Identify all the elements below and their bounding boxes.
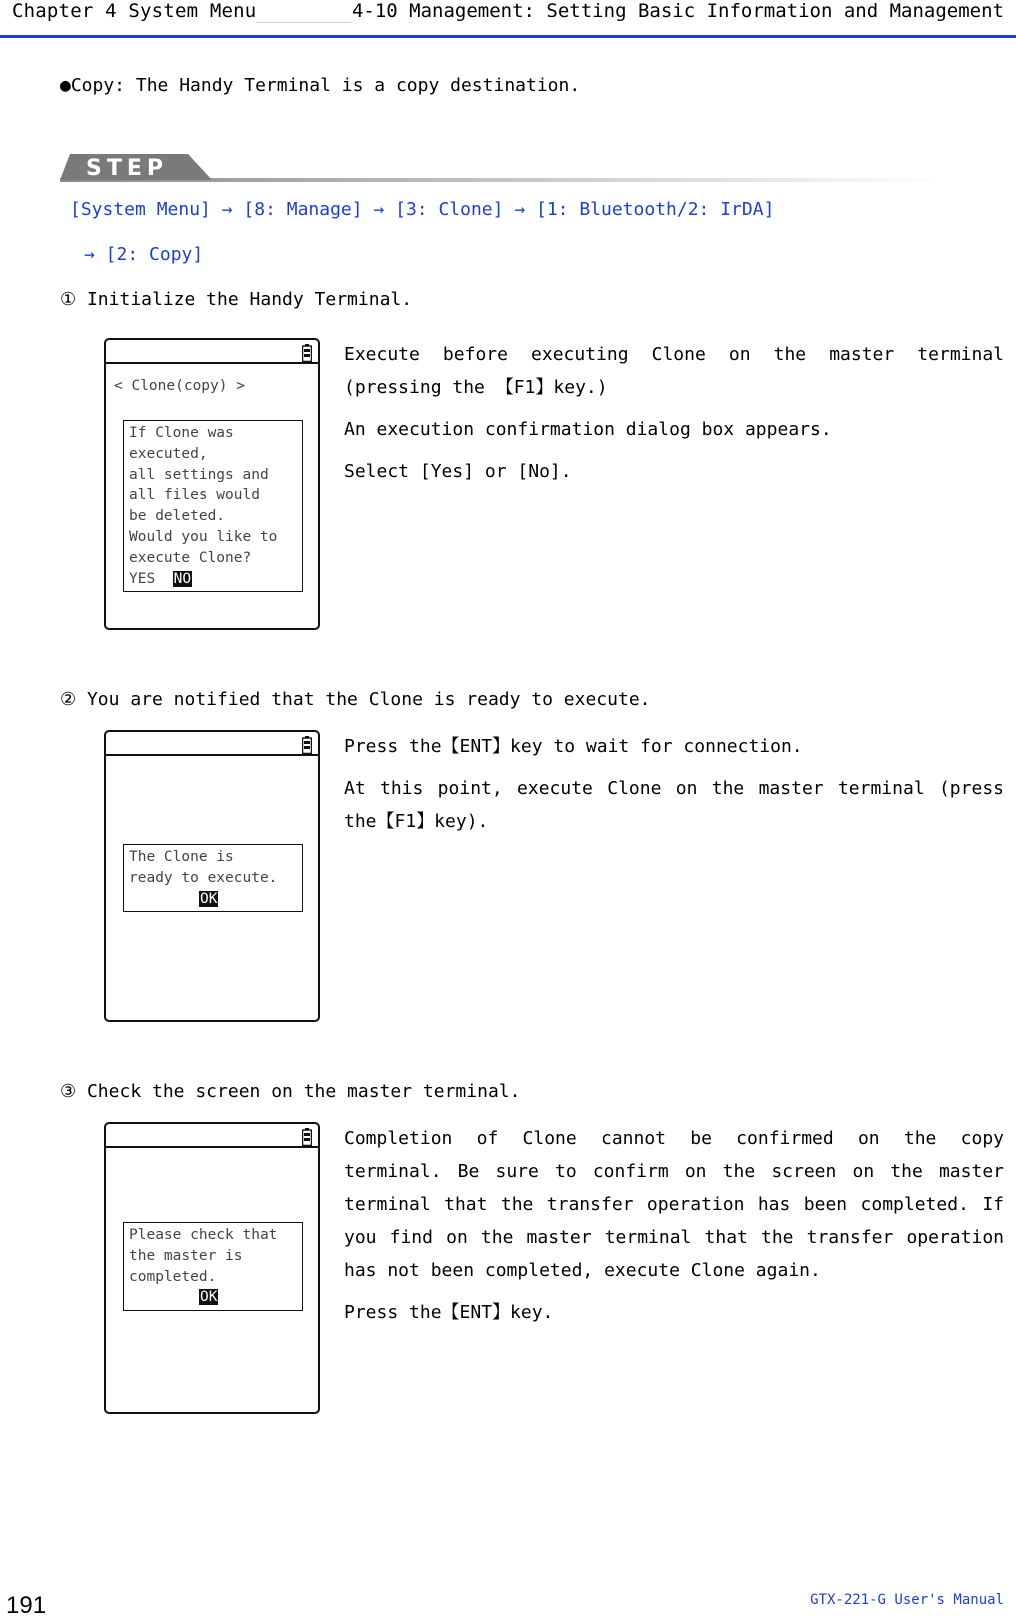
step-3-description: [344, 1122, 1004, 1338]
dialog-line: completed.: [129, 1268, 217, 1285]
dialog-line: The Clone is: [129, 849, 234, 865]
dialog-line: If Clone was: [129, 425, 234, 441]
menu-path-line-2: → [2: Copy]: [84, 244, 204, 265]
dialog-line: be deleted.: [129, 508, 226, 525]
battery-icon: [302, 344, 312, 362]
terminal-screen-3: [104, 1122, 320, 1414]
dialog-line: the master is: [129, 1247, 243, 1264]
header-divider: [256, 22, 351, 23]
desc-paragraph: Execute before executing Clone on the master terminal (pressing the 【F1】key.): [344, 344, 1004, 398]
status-bar-divider: [106, 754, 318, 756]
dialog-line: all settings and: [129, 466, 269, 483]
dialog-line: executed,: [129, 445, 208, 462]
desc-paragraph: Select [Yes] or [No].: [344, 461, 572, 482]
desc-paragraph: At this point, execute Clone on the master terminal (press the【F1】key).: [344, 778, 1004, 832]
menu-path-line-1: [System Menu] → [8: Manage] → [3: Clone] → [1: Bluetooth/2: IrDA]: [70, 199, 775, 220]
confirm-dialog: [123, 420, 303, 592]
dialog-line: ready to execute.: [129, 869, 278, 886]
dialog-line: all files would: [129, 487, 260, 504]
screen-title: < Clone(copy) >: [114, 378, 245, 394]
dialog-line: Would you like to: [129, 528, 278, 545]
terminal-screen-2: [104, 730, 320, 1022]
section-title: 4-10 Management: Setting Basic Information and Management: [351, 0, 1004, 22]
dialog-line: execute Clone?: [129, 549, 252, 566]
desc-paragraph: Press the【ENT】key to wait for connection.: [344, 736, 803, 757]
check-dialog: [123, 1222, 303, 1311]
step-3-heading: ③ Check the screen on the master terminal.: [60, 1081, 521, 1102]
step-1-heading: ① Initialize the Handy Terminal.: [60, 289, 413, 310]
ok-button[interactable]: OK: [200, 890, 218, 907]
intro-text: ●Copy: The Handy Terminal is a copy destination.: [60, 75, 581, 96]
desc-paragraph: An execution confirmation dialog box appears.: [344, 419, 832, 440]
no-option[interactable]: NO: [173, 570, 192, 587]
battery-icon: [302, 1128, 312, 1146]
step-banner: [60, 154, 945, 187]
terminal-screen-1: [104, 338, 320, 630]
ready-dialog: [123, 844, 303, 912]
dialog-line: Please check that: [129, 1227, 278, 1243]
step-2-heading: ② You are notified that the Clone is ready to execute.: [60, 689, 651, 710]
manual-title: GTX-221-G User's Manual: [810, 1592, 1004, 1608]
page-number: 191: [6, 1592, 47, 1619]
step-1-description: [344, 338, 1004, 497]
yes-option[interactable]: YES: [129, 570, 156, 587]
status-bar-divider: [106, 1146, 318, 1148]
desc-paragraph: Completion of Clone cannot be confirmed on the copy terminal. Be sure to confirm on the screen on the master terminal that the transfer operation has been completed. If you find on the master terminal that the transfer operation has not been completed, execute Clone again.: [344, 1128, 1004, 1281]
battery-icon: [302, 736, 312, 754]
ok-button[interactable]: OK: [200, 1289, 218, 1306]
page-header: [0, 0, 1016, 38]
status-bar-divider: [106, 362, 318, 364]
chapter-title: Chapter 4 System Menu: [12, 0, 257, 22]
desc-paragraph: Press the【ENT】key.: [344, 1302, 554, 1323]
step-2-description: [344, 730, 1004, 847]
step-label: STEP: [86, 156, 169, 181]
